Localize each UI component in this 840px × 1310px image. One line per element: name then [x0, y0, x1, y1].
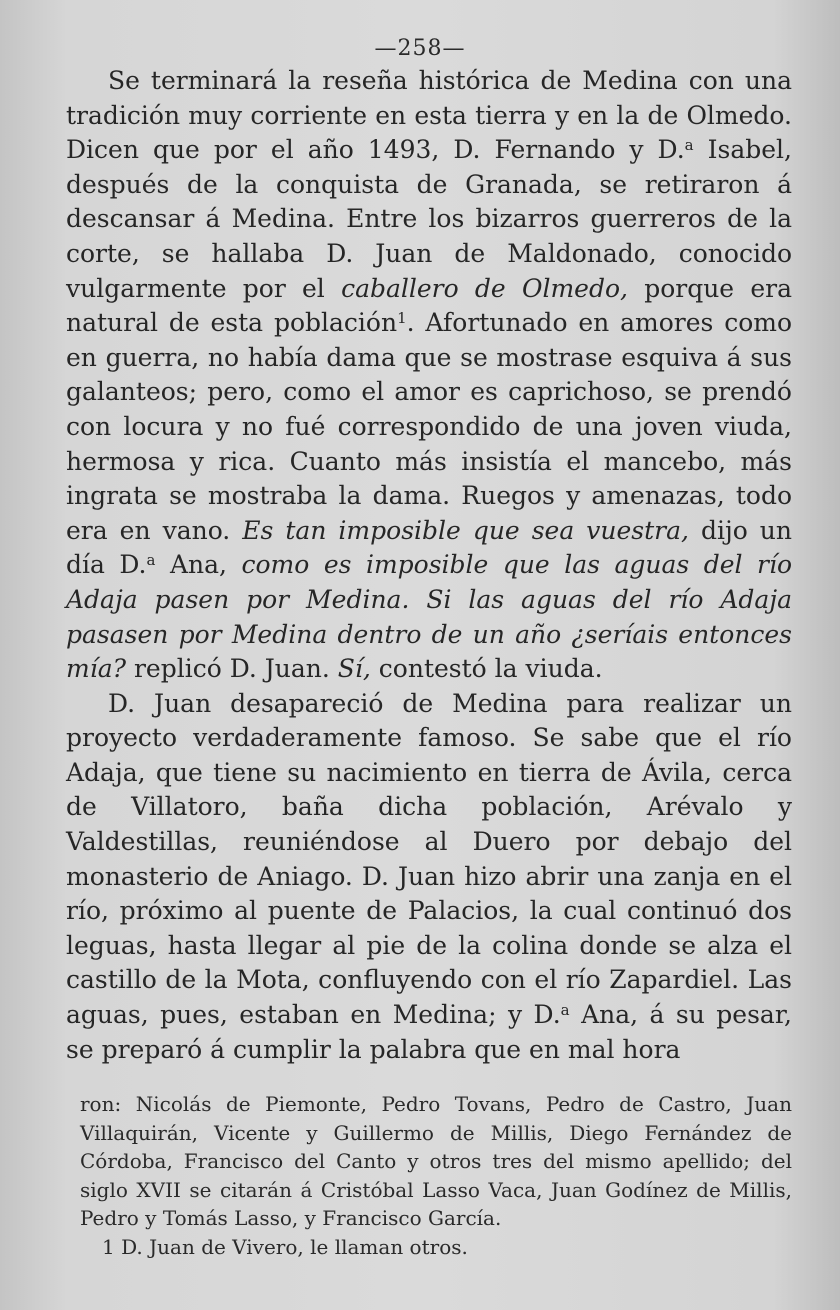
italic-run: como es imposible que las aguas del río Adaja pasen por Medina. Si las aguas del río Adaja pasasen por Medina dentro de un año ¿seríais entonces mía? — [66, 550, 793, 684]
text-run: porque era natural de esta población — [66, 273, 792, 338]
text-run: dijo un día D. — [66, 515, 792, 580]
text-run: Se terminará la reseña histórica de Medina con una tradición muy corriente en esta tierra y en la de Olmedo. Dicen que por el año 1493, D. Fernando y D. — [66, 66, 792, 165]
italic-run: Es tan imposible que sea vuestra, — [242, 515, 689, 545]
page-number: —258— — [374, 36, 466, 61]
text-run: D. Juan desapareció de Medina para realizar un proyecto verdaderamente famoso. Se sabe que el río Adaja, que tiene su nacimiento en tierra de Ávila, cerca de Villatoro, baña dicha población, Arévalo y Valdestillas, reuniéndose al Duero por debajo del monasterio de Aniago. D. Juan hizo abrir una zanja en el río, próximo al puente de Palacios, la cual continuó dos leguas, hasta llegar al pie de la colina donde se alza el castillo de la Mota, confluyendo con el río Zapardiel. Las aguas, pues, estaban en Medina; y D. — [66, 688, 792, 1030]
superscript-a: a — [146, 551, 156, 570]
text-run: Ana, — [155, 550, 242, 580]
footnotes — [80, 1090, 792, 1262]
text-run: replicó D. Juan. — [126, 654, 338, 684]
paragraph-1 — [66, 64, 792, 687]
footnote-reference: 1 — [397, 308, 407, 327]
text-run: Isabel, después de la conquista de Granada, se retiraron á descansar á Medina. Entre los bizarros guerreros de la corte, se hallaba D. Juan de Maldonado, conocido vulgarmente por el — [66, 135, 792, 303]
text-run: contestó la viuda. — [370, 654, 603, 684]
italic-run: Sí, — [337, 654, 371, 684]
footnote-marker: 1 — [102, 1234, 115, 1259]
italic-run: caballero de Olmedo, — [341, 273, 628, 303]
footnote-continuation: ron: Nicolás de Piemonte, Pedro Tovans, Pedro de Castro, Juan Villaquirán, Vicente y Guillermo de Millis, Diego Fernández de Córdoba, Francisco del Canto y otros tres del mismo apellido; del siglo XVII se citarán á Cristóbal Lasso Vaca, Juan Godínez de Millis, Pedro y Tomás Lasso, y Francisco García. — [80, 1092, 792, 1231]
main-text — [66, 64, 792, 1067]
text-run: Ana, á su pesar, se preparó á cumplir la palabra que en mal hora — [66, 1000, 792, 1064]
text-run: . Afortunado en amores como en guerra, no había dama que se mostrase esquiva á sus galanteos; pero, como el amor es caprichoso, se prendó con locura y no fué correspondido de una joven viuda, hermosa y rica. Cuanto más insistía el mancebo, más ingrata se mostraba la dama. Ruegos y amenazas, todo era en vano. — [66, 308, 792, 545]
superscript-a: a — [684, 135, 694, 154]
superscript-a: a — [560, 1000, 570, 1019]
paragraph-2 — [66, 687, 792, 1068]
footnote-1 — [80, 1233, 792, 1262]
footnote-text: D. Juan de Vivero, le llaman otros. — [114, 1234, 468, 1259]
